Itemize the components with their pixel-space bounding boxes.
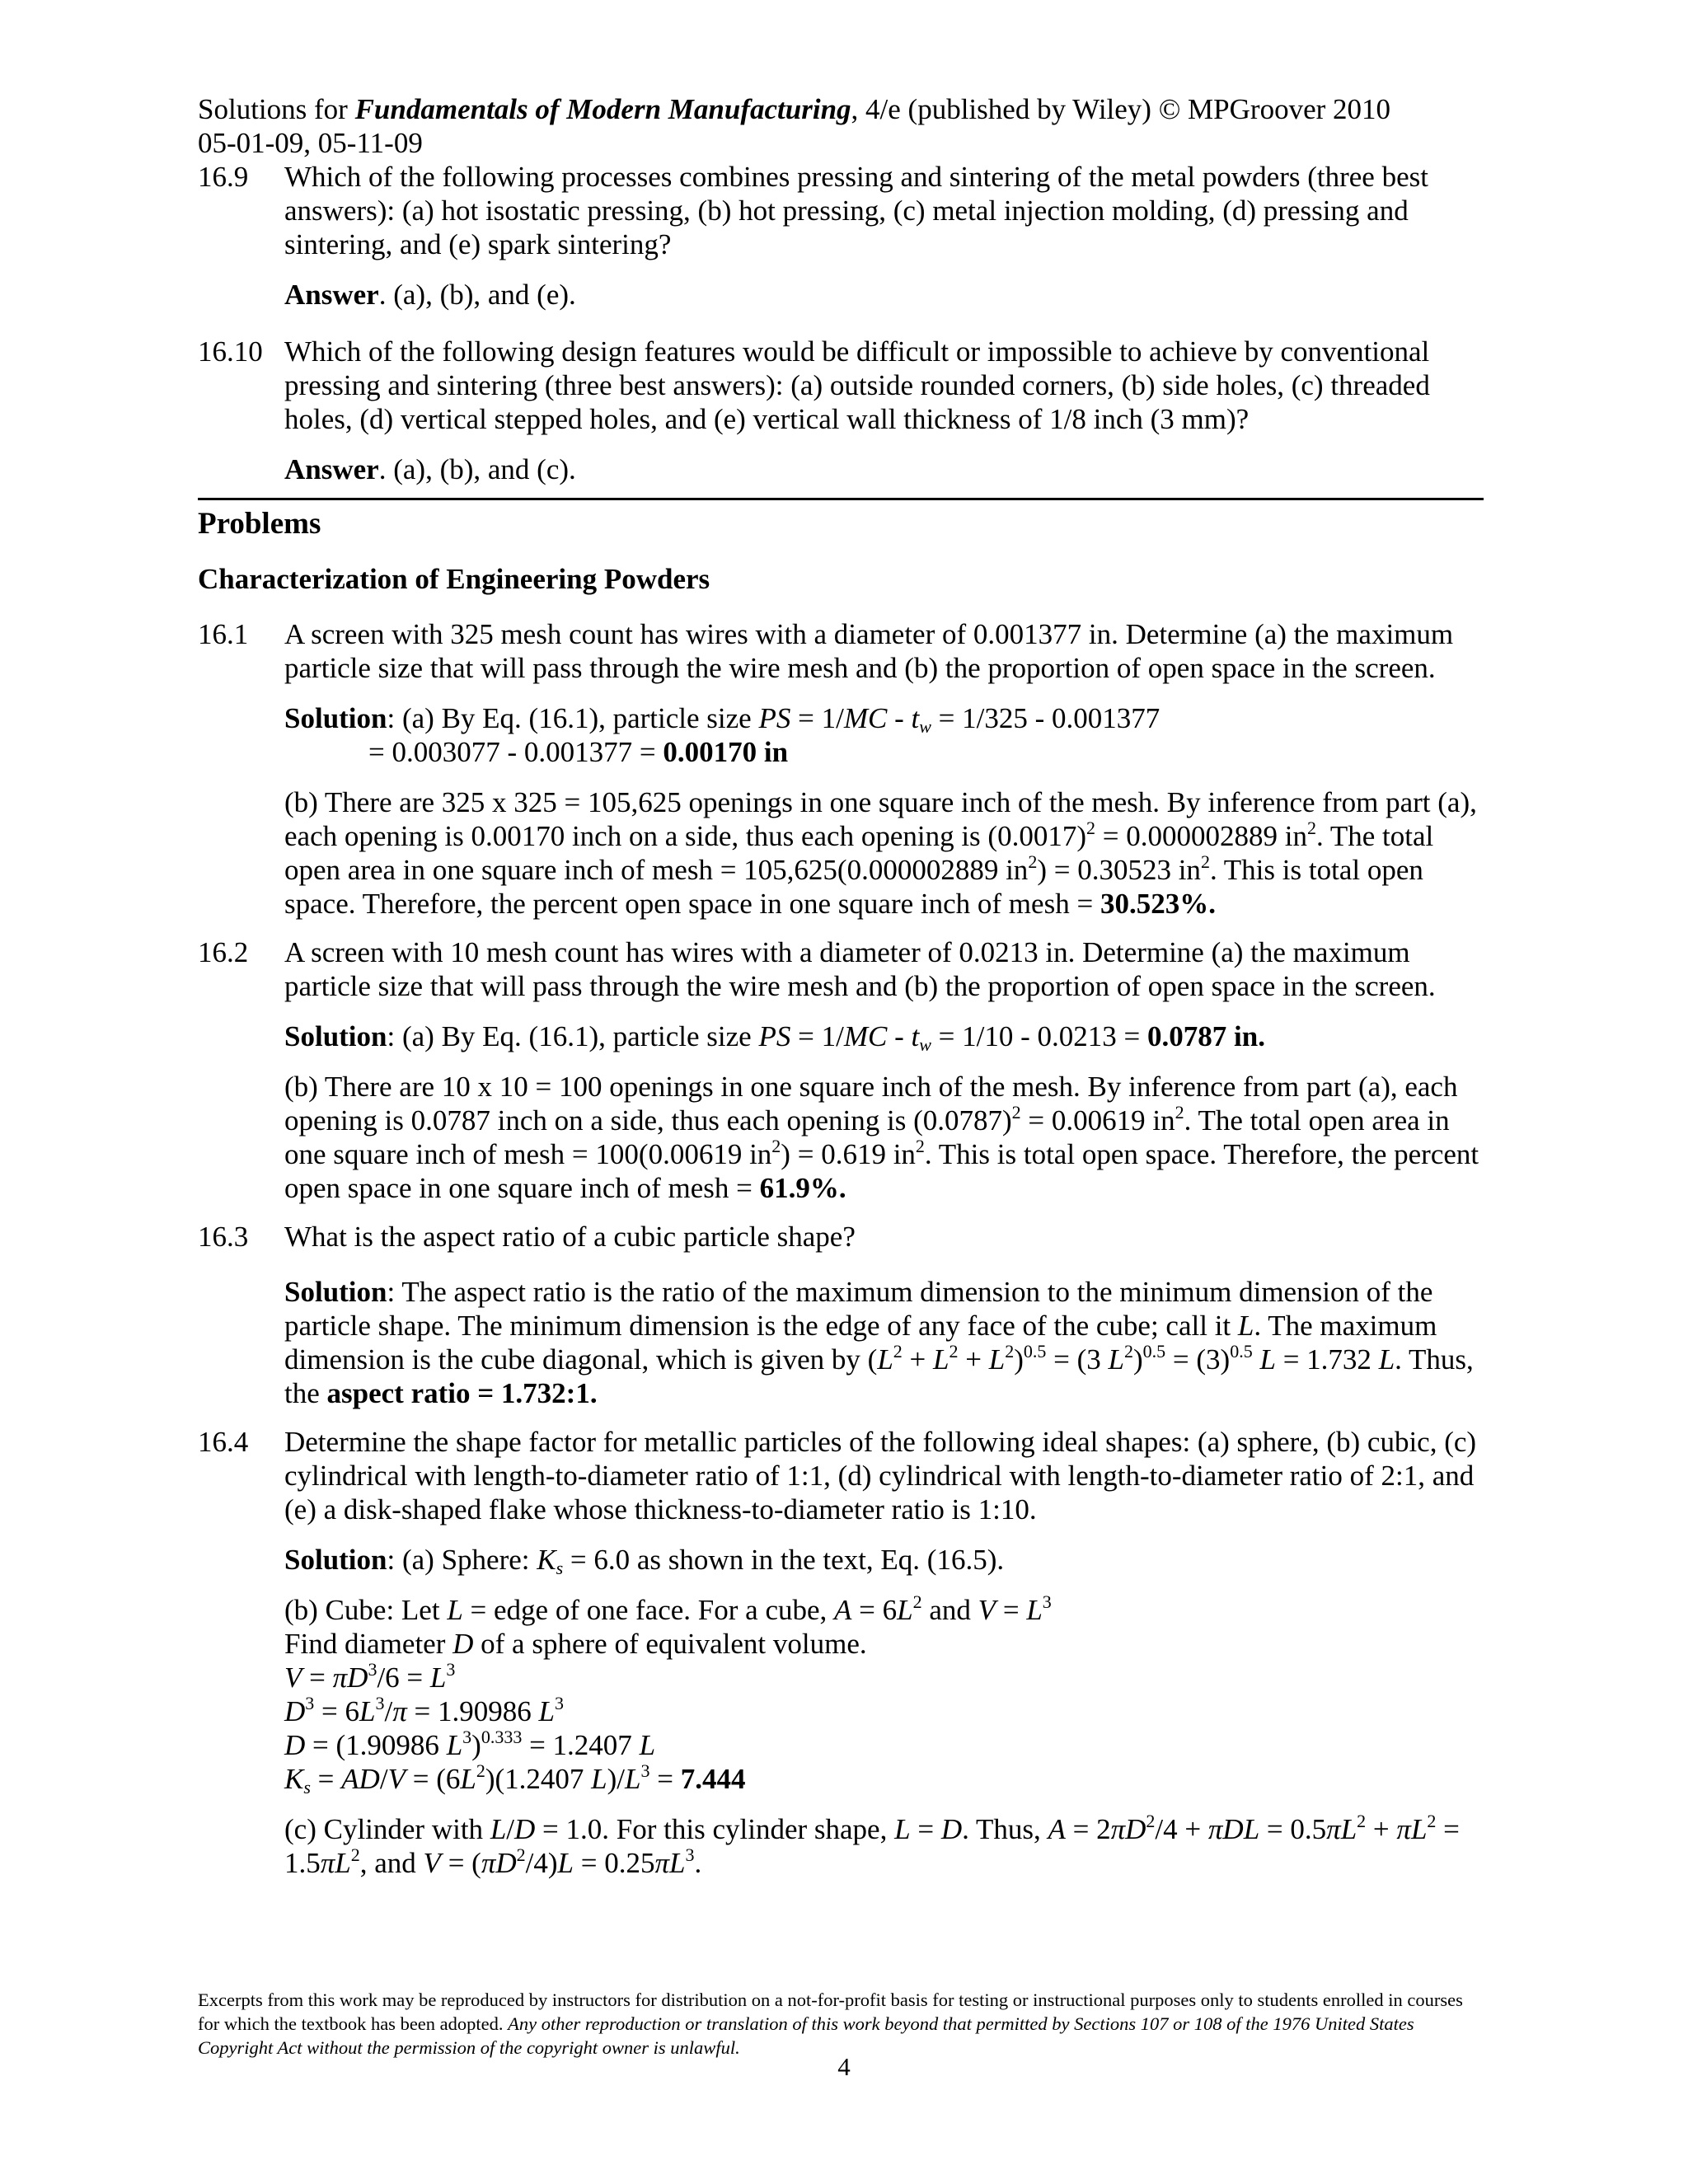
solution-16-2-a: Solution: (a) By Eq. (16.1), particle size PS = $1/MC - t_w = 1/10 - 0.0213 = 0.0787$ in. — [284, 1020, 1265, 1055]
solution-label: Solution — [284, 702, 387, 734]
footer-text: Excerpts from this work may be reproduced by instructors for distribution on a not-for-profit basis for testing or instructional purposes only to students enrolled in courses for which the textbook has been adopted. — [198, 1990, 1463, 2034]
solution-text: of a sphere of equivalent volume. — [473, 1628, 867, 1660]
solution-text: = 1.0. For this cylinder shape, — [535, 1813, 895, 1845]
solution-text: : (a) By Eq. (16.1), particle size — [387, 1020, 759, 1052]
question-16-9 — [198, 160, 1484, 261]
solution-text: (b) Cube: Let — [284, 1594, 448, 1626]
problem-text: What is the aspect ratio of a cubic particle shape? — [284, 1221, 856, 1253]
solution-result: 0.00170 in — [663, 736, 789, 768]
solution-16-4-a: Solution: (a) Sphere: $K_s = 6.0$ as shown in the text, Eq. (16.5). — [284, 1544, 1005, 1578]
problem-text: A screen with 10 mesh count has wires with a diameter of 0.0213 in. Determine (a) the maximum particle size that will pass through the wire mesh and (b) the proportion of open space in the screen. — [284, 936, 1436, 1002]
copyright-footer — [198, 1988, 1484, 2060]
solution-text: . Thus, — [962, 1813, 1048, 1845]
solution-text: = 6.0 as shown in the text, Eq. (16.5). — [563, 1544, 1005, 1576]
solution-text: = 0.003077 - 0.001377 = — [368, 736, 663, 768]
solution-text: . This is total open space. Therefore, the percent open space in one square inch of mesh = — [284, 854, 1423, 920]
solution-text: : (a) Sphere: — [387, 1544, 537, 1576]
section-divider — [198, 498, 1484, 500]
page-number: 4 — [837, 2052, 851, 2081]
solution-result: 61.9%. — [759, 1172, 846, 1204]
solution-16-1-b: (b) There are 325 x 325 = 105,625 openings in one square inch of the mesh. By inference from part (a), each opening is 0.00170 inch on a side, thus each opening is $(0.0017)^2 = 0.000002889$ $in^2$. The total open area in one square inch of mesh = 105,625(0.000002889 $in^2) = 0.30523$ $in^2$. This is total open space. Therefore, the percent open space in one square inch of mesh = 30.523%. — [284, 786, 1477, 920]
solution-text: = (3 — [1046, 1343, 1109, 1376]
solution-text: = 1.732 — [1275, 1343, 1379, 1376]
equation-line: Find diameter D of a sphere of equivalent volume. — [284, 1628, 867, 1660]
solution-16-3: Solution: The aspect ratio is the ratio of the maximum dimension to the minimum dimension of the particle shape. The minimum dimension is the edge of any face of the cube; call it L. The maximum dimension is the cube diagonal, which is given by $(L^2 + L^2 + L^2)^{0.5} = (3$ $L^2)^{0.5} = (3)^{0.5}$ L = 1.732 L. Thus, the aspect ratio = 1.732:1. — [284, 1276, 1474, 1409]
problem-text: A screen with 325 mesh count has wires with a diameter of 0.001377 in. Determine (a) the maximum particle size that will pass through the wire mesh and (b) the proportion of open space in the screen. — [284, 618, 1454, 684]
solution-text: = edge of one face. For a cube, — [462, 1594, 835, 1626]
solution-text: = 0.00619 in — [1020, 1104, 1175, 1137]
solution-text: ) = 0.30523 in — [1037, 854, 1201, 886]
section-heading: Characterization of Engineering Powders — [198, 563, 710, 595]
question-16-10 — [198, 335, 1484, 436]
header-dates: 05-01-09, 05-11-09 — [198, 127, 423, 159]
solution-text: . Thus, the — [284, 1343, 1474, 1409]
problem-number: 16.2 — [198, 936, 249, 968]
solution-16-4-c: (c) Cylinder with L/D = 1.0. For this cylinder shape, L = D. Thus, $A = 2\pi D^2/4 + \pi DL = 0.5\pi L^2 + \pi L^2 = 1.5\pi L^2$, and $V = (\pi D^2/4)L = 0.25\pi L^3$. — [284, 1811, 1460, 1879]
solution-text: : (a) By Eq. (16.1), particle size — [387, 702, 759, 734]
solution-text: Find diameter — [284, 1628, 453, 1660]
solution-result: 7.444 — [680, 1763, 746, 1795]
question-number: 16.10 — [198, 335, 263, 368]
solution-16-2-b: (b) There are 10 x 10 = 100 openings in one square inch of the mesh. By inference from part (a), each opening is 0.0787 inch on a side, thus each opening is $(0.0787)^2 = 0.00619$ $in^2$. The total open area in one square inch of mesh = 100(0.00619 $in^2) = 0.619$ $in^2$. This is total open space. Therefore, the percent open space in one square inch of mesh = 61.9%. — [284, 1071, 1479, 1204]
solution-label: Solution — [284, 1276, 387, 1308]
answer-label: Answer — [284, 279, 379, 311]
solution-result: aspect ratio = 1.732:1. — [326, 1377, 598, 1409]
equation-line: $K_s = AD/V = (6L^2)(1.2407$ $L)/L^3 = 7.444$ — [284, 1760, 746, 1797]
problem-16-1 — [198, 617, 1484, 685]
solution-text: (c) Cylinder with — [284, 1813, 490, 1845]
solution-text: . The total open area in one square inch of mesh = 105,625(0.000002889 in — [284, 820, 1434, 886]
problem-16-2 — [198, 935, 1484, 1003]
question-number: 16.9 — [198, 161, 249, 193]
problem-number: 16.1 — [198, 618, 249, 650]
solution-text: = 1/10 - 0.0213 = — [931, 1020, 1147, 1052]
solution-16-1-a: Solution: (a) By Eq. (16.1), particle size PS = $1/MC - t_w = 1/325 - 0.001377$ = 0.003077 - 0.001377 = 0.00170 in — [284, 702, 1160, 768]
header-book-title: Fundamentals of Modern Manufacturing — [354, 93, 851, 125]
answer-label: Answer — [284, 453, 379, 485]
solution-text: . This is total open space. Therefore, the percent open space in one square inch of mesh = — [284, 1138, 1479, 1204]
equation-line: $D^3 = 6L^3/\pi = 1.90986$ $L^3$ — [284, 1693, 564, 1727]
solution-text: (b) There are 325 x 325 = 105,625 openings in one square inch of the mesh. By inference from part (a), each opening is 0.00170 inch on a side, thus each opening is (0.0017) — [284, 786, 1477, 852]
solution-label: Solution — [284, 1544, 387, 1576]
equation-line: (b) Cube: Let L = edge of one face. For a cube, $A = 6L^2$ and $V = L^3$ — [284, 1591, 1052, 1626]
solution-text: : The aspect ratio is the ratio of the maximum dimension to the minimum dimension of the particle shape. The minimum dimension is the edge of any face of the cube; call it — [284, 1276, 1433, 1342]
header-suffix: , 4/e (published by Wiley) © MPGroover 2010 — [851, 93, 1391, 125]
solution-16-4-b — [284, 1593, 1484, 1796]
answer-16-10 — [284, 452, 1484, 486]
problem-number: 16.3 — [198, 1221, 249, 1253]
problem-text: Determine the shape factor for metallic particles of the following ideal shapes: (a) sphere, (b) cubic, (c) cylindrical with length-to-diameter ratio of 1:1, (d) cylindrical with length-to-diameter ratio of 2:1, and (e) a disk-shaped flake whose thickness-to-diameter ratio is 1:10. — [284, 1426, 1477, 1526]
header-prefix: Solutions for — [198, 93, 355, 125]
solution-label: Solution — [284, 1020, 387, 1052]
solution-text: ) = 0.619 in — [781, 1138, 916, 1170]
problem-16-3 — [198, 1220, 1484, 1254]
solution-text: . The total open area in one square inch of mesh = 100(0.00619 in — [284, 1104, 1450, 1170]
solution-text: = (3) — [1165, 1343, 1231, 1376]
footer-italic-text: Any other reproduction or translation of this work beyond that permitted by Sections 107 or 108 of the 1976 United States Copyright Act without the permission of the copyright owner is unlawful. — [198, 2013, 1414, 2058]
running-header — [198, 92, 1484, 126]
equation-line: D = (1.90986 $L^3)^{0.333} = 1.2407$ L — [284, 1727, 656, 1761]
solution-text: . The maximum dimension is the cube diagonal, which is given by ( — [284, 1310, 1437, 1376]
problem-16-4 — [198, 1425, 1484, 1526]
question-text: Which of the following processes combines pressing and sintering of the metal powders (three best answers): (a) hot isostatic pressing, (b) hot pressing, (c) metal injection molding, (d) pressing and sintering, and (e) spark sintering? — [284, 161, 1428, 260]
solution-result: 30.523%. — [1100, 888, 1216, 920]
answer-text: . (a), (b), and (c). — [378, 453, 576, 485]
answer-16-9 — [284, 278, 1484, 312]
answer-text: . (a), (b), and (e). — [378, 279, 576, 311]
solution-result: 0.0787 in. — [1147, 1020, 1265, 1052]
problem-number: 16.4 — [198, 1426, 249, 1458]
solution-text: = 1/325 - 0.001377 — [931, 702, 1160, 734]
equation-line: $V = \pi D^3/6 = L^3$ — [284, 1659, 456, 1694]
problems-heading: Problems — [198, 507, 321, 541]
question-text: Which of the following design features would be difficult or impossible to achieve by conventional pressing and sintering (three best answers): (a) outside rounded corners, (b) side holes, (c) threaded holes, (d) vertical stepped holes, and (e) vertical wall thickness of 1/8 inch (3 mm)? — [284, 335, 1430, 435]
solution-text: = 0.000002889 in — [1095, 820, 1307, 852]
solution-text: (b) There are 10 x 10 = 100 openings in one square inch of the mesh. By inference from part (a), each opening is 0.0787 inch on a side, thus each opening is (0.0787) — [284, 1071, 1458, 1137]
document-page — [198, 92, 1484, 1880]
